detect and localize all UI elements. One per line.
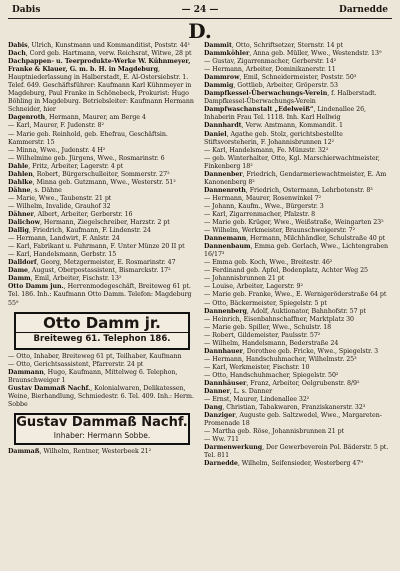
- directory-entry: Danziger, Auguste geb. Saltzwedel, Wwe., Margareten-Promenade 18: [204, 412, 382, 428]
- right-column: [204, 42, 392, 468]
- directory-entry: — Karl, Handelsmann, Fe. Münzstr. 32²: [204, 146, 329, 154]
- header-right: Darnedde: [339, 5, 388, 15]
- directory-entry: — Otto, Bäckermeister, Spiegelstr. 5 pt: [204, 299, 327, 307]
- directory-entry: — Hermann, Landwirt, F. Anlstr. 24: [8, 235, 120, 243]
- advert-title: Gustav Dammaß Nachf.: [16, 414, 188, 430]
- directory-entry: — Johannisbrunnen 21 pt: [204, 275, 285, 283]
- directory-entry: Dammann, Hugo, Kaufmann, Mittelweg 6. Telephon, Braunschweiger 1: [8, 368, 178, 384]
- directory-entry: — Wilhelm, Handelsmann, Bederstraße 24: [204, 339, 339, 347]
- directory-entry: Dammköhler, Anna geb. Müller, Wwe., Westendstr. 13⁹: [204, 50, 382, 58]
- directory-entry: — Otto, Gerichtsassistent, Pfarrerstr. 24 pt: [8, 360, 144, 368]
- directory-entry: Dalldorf, Georg, Metzgermeister, E. Rosmarinstr. 47: [8, 259, 176, 267]
- directory-entry: Dahle, Fritz, Arbeiter, Lagerstr. 4 pt: [8, 162, 124, 170]
- directory-entry: Dalichow, Hermann, Ziegelschreiber, Harzstr. 2 pt: [8, 219, 170, 227]
- directory-entry: — Hermann, Maurer, Rosenwinkel 7²: [204, 194, 322, 202]
- directory-entry: — Karl, Zigarrenmacher, Pfalzstr. 8: [204, 210, 316, 218]
- directory-entry: — geb. Winterhalter, Otto, Kgl. Marschierwachtmeister, Finkenberg 18²: [204, 154, 380, 170]
- page-number: — 24 —: [181, 5, 219, 15]
- directory-entry: Darnedde, Wilhelm, Seifensieder, Westerberg 47⁹: [204, 460, 363, 468]
- directory-entry: — Gustav, Zigarrenmacher, Gerberstr. 14²: [204, 58, 337, 66]
- directory-entry: Dahlke, Minna geb. Gutzmann, Wwe., Westerstr. 51²: [8, 178, 176, 186]
- directory-entry: Dammrow, Emil, Schneidermeister, Poststr. 50³: [204, 74, 357, 82]
- directory-entry: Dammaß, Wilhelm, Rentner, Westerbeek 21²: [8, 447, 152, 455]
- directory-entry: — Marie geb. Reinhold, geb. Ehefrau, Geschäftsin. Kammerstr. 15: [8, 130, 168, 146]
- directory-entry: — Robert, Gildemeister, Paulsstr. 57²: [204, 331, 321, 339]
- directory-entry: Dach, Cord geb. Hartmann, verw. Reichsrat, Witwe, 28 pt: [8, 50, 192, 58]
- directory-entry: Dähne, s. Dähne: [8, 186, 62, 194]
- directory-entry: — Hermann, Arbeiter, Dominikanerstr. 11: [204, 66, 336, 74]
- directory-entry: — Marie, Wwe., Taubenstr. 21 pt: [8, 194, 112, 202]
- directory-entry: — Wilhelm, Werkmeister, Braunschweigerstr. 7²: [204, 227, 356, 235]
- directory-entry: — Otto, Handschuhmacher, Spiegelstr. 50²: [204, 371, 339, 379]
- directory-entry: — Otto, Inhaber, Breiteweg 61 pt, Teilhaber, Kaufmann: [8, 352, 182, 360]
- page-header: [8, 4, 392, 19]
- directory-entry: — Marie geb. Franke, Wwe., E. Wernigeröderstraße 64 pt: [204, 291, 387, 299]
- directory-entry: Dannhauer, Dorothee geb. Fricke, Wwe., Spiegelstr. 3: [204, 347, 379, 355]
- directory-entry: Dahlen, Robert, Bürgerschulleiter, Sommerstr. 27²: [8, 170, 170, 178]
- directory-entry: Dang, Christian, Tabakwaren, Franziskanerstr. 32³: [204, 404, 366, 412]
- directory-entry: — Ernst, Maurer, Lindenallee 32²: [204, 396, 310, 404]
- section-letter: D.: [188, 19, 212, 43]
- directory-entry: — Karl, Maurer, F. Judenstr. 8²: [8, 122, 104, 130]
- directory-entry: Dannenroth, Friedrich, Ostermann, Lehrbotenstr. 8³: [204, 186, 373, 194]
- directory-entry: — Karl, Werkmeister, Fischstr. 10: [204, 363, 310, 371]
- header-left: Dabis: [12, 5, 41, 15]
- directory-entry: Damm, Emil, Arbeiter, Fischstr. 13²: [8, 275, 122, 283]
- advert-otto-damm: [14, 312, 190, 350]
- directory-entry: Dannenbaum, Emma geb. Gerlach, Wwe., Lichtengraben 16/17³: [204, 243, 389, 259]
- directory-entry: — Emma geb. Koch, Wwe., Breitestr. 46²: [204, 259, 333, 267]
- left-column: [8, 42, 196, 468]
- directory-entry: Dampfwaschanstalt „Edelweiß“, Lindenallee 26, Inhaberin Frau Tel. 1118. Inh. Karl Hellwig: [204, 106, 366, 122]
- directory-entry: — Heinrich, Eisenbahnschaffner, Marktplatz 30: [204, 315, 355, 323]
- advert-subtitle: Breiteweg 61. Telephon 186.: [16, 332, 188, 345]
- directory-entry: Dabis, Ulrich, Kunstmann und Kommanditist, Poststr. 44¹: [8, 42, 191, 49]
- advert-gustav-dammass: [14, 413, 190, 445]
- directory-entry: — Ww. 711: [204, 436, 239, 444]
- directory-entry: Darmenwerkung, Der Gewerbeverein Pol. Bäderstr. 5 pt. Tel. 811: [204, 444, 389, 460]
- directory-entry: — Johann, Kaufm., Wwe., Bürgerstr. 3: [204, 202, 324, 210]
- directory-entry: — Wilhelmine geb. Jürgens, Wwe., Rosmarinstr. 6: [8, 154, 165, 162]
- directory-entry: — Hermann, Handschuhmacher, Wilhelmstr. 25³: [204, 355, 357, 363]
- directory-entry: Otto Damm jun., Herrenmodegeschäft, Breiteweg 61 pt. Tel. 186. Inh.: Kaufmann Otto Damm. Telefon: Magdeburg 55⁹: [8, 283, 192, 307]
- directory-entry: — Ferdinand geb. Apfel, Bodenplatz, Achter Weg 25: [204, 267, 369, 275]
- directory-entry: Dähner, Albert, Arbeiter, Gerberstr. 16: [8, 210, 133, 218]
- directory-entry: Dannhäuser, Franz, Arbeiter, Oelgrubenstr. 8/9²: [204, 379, 360, 387]
- directory-entry: — Marie geb. Spiller, Wwe., Schulstr. 18: [204, 323, 332, 331]
- directory-entry: Dallig, Friedrich, Kaufmann, F. Lindenstr. 24: [8, 227, 151, 235]
- directory-entry: — Karl, Handelsmann, Gerbstr. 15: [8, 251, 117, 259]
- directory-entry: Dagenroth, Hermann, Maurer, am Berge 4: [8, 114, 146, 122]
- directory-entry: Dame, August, Oberpostassistent, Bismarckstr. 17²: [8, 267, 171, 275]
- directory-entry: — Karl, Fabrikant u. Fuhrmann, F. Unter Münze 20 II pt: [8, 243, 185, 251]
- directory-entry: — Wilhelm, Invalide, Grauhof 32: [8, 202, 111, 210]
- advert-title: Otto Damm jr.: [43, 313, 161, 332]
- columns: [8, 42, 392, 468]
- directory-entry: — Louise, Arbeiter, Lagerstr. 9²: [204, 283, 303, 291]
- directory-entry: Dannhardt, Verw. Amtmann, Kommandit. 1: [204, 122, 344, 130]
- directory-entry: — Minna, Wwe., Judenstr. 4 H²: [8, 146, 106, 154]
- directory-entry: Dammig, Gottlieb, Arbeiter, Gröperstr. 53: [204, 82, 338, 90]
- directory-entry: Dammit, Otto, Schriftsetzer, Sternstr. 14 pt: [204, 42, 343, 49]
- directory-entry: Gustav Dammaß Nachf., Kolonialwaren, Delikatessen, Weine, Bierhandlung, Schmiedestr. 6. Tel. 409. Inh.: Herm. Sobbe: [8, 384, 194, 408]
- directory-entry: Dachpappen- u. Teerprodukte-Werke W. Kühnmeyer, Franke & Klauer, G. m. b. H. in Magdeburg, Hauptniederlassung in Halberstadt, E. Al-Ostersiebstr. 1. Telef. 649. Geschäftsführer: Kaufmann Karl Kühnmeyer in Magdeburg, Paul Franke in Schönebeck, Prokurist: Hugo Böhling in Magdeburg. Betriebsleiter: Kaufmann Hermann Schneider, hier: [8, 58, 194, 114]
- directory-entry: — Martha geb. Röse, Johannisbrunnen 21 pt: [204, 428, 345, 436]
- directory-entry: Danner, L. s. Danner: [204, 388, 273, 396]
- directory-entry: — Marie geb. Krüger, Wwe., Weißstraße, Weingarten 23²: [204, 219, 384, 227]
- directory-entry: Dampfkessel-Überwachungs-Verein, f. Halberstadt. Dampfkessel-Überwachungs-Verein: [204, 90, 377, 106]
- directory-entry: Dannenber, Friedrich, Gendarmeriewachtmeister, E. Am Kanonenberg 8²: [204, 170, 387, 186]
- directory-entry: Dannenberg, Adolf, Auktionator, Bahnhofstr. 57 pt: [204, 307, 367, 315]
- advert-subtitle: Inhaber: Hermann Sobbe.: [53, 430, 151, 440]
- directory-entry: Dannemann, Hermann, Milchhändler, Schulstraße 40 pt: [204, 235, 386, 243]
- directory-entry: Daniel, Agathe geb. Stolz, gerichtsbestellte Stiftsvorsteherin, F. Johannisbrunnen 12²: [204, 130, 343, 146]
